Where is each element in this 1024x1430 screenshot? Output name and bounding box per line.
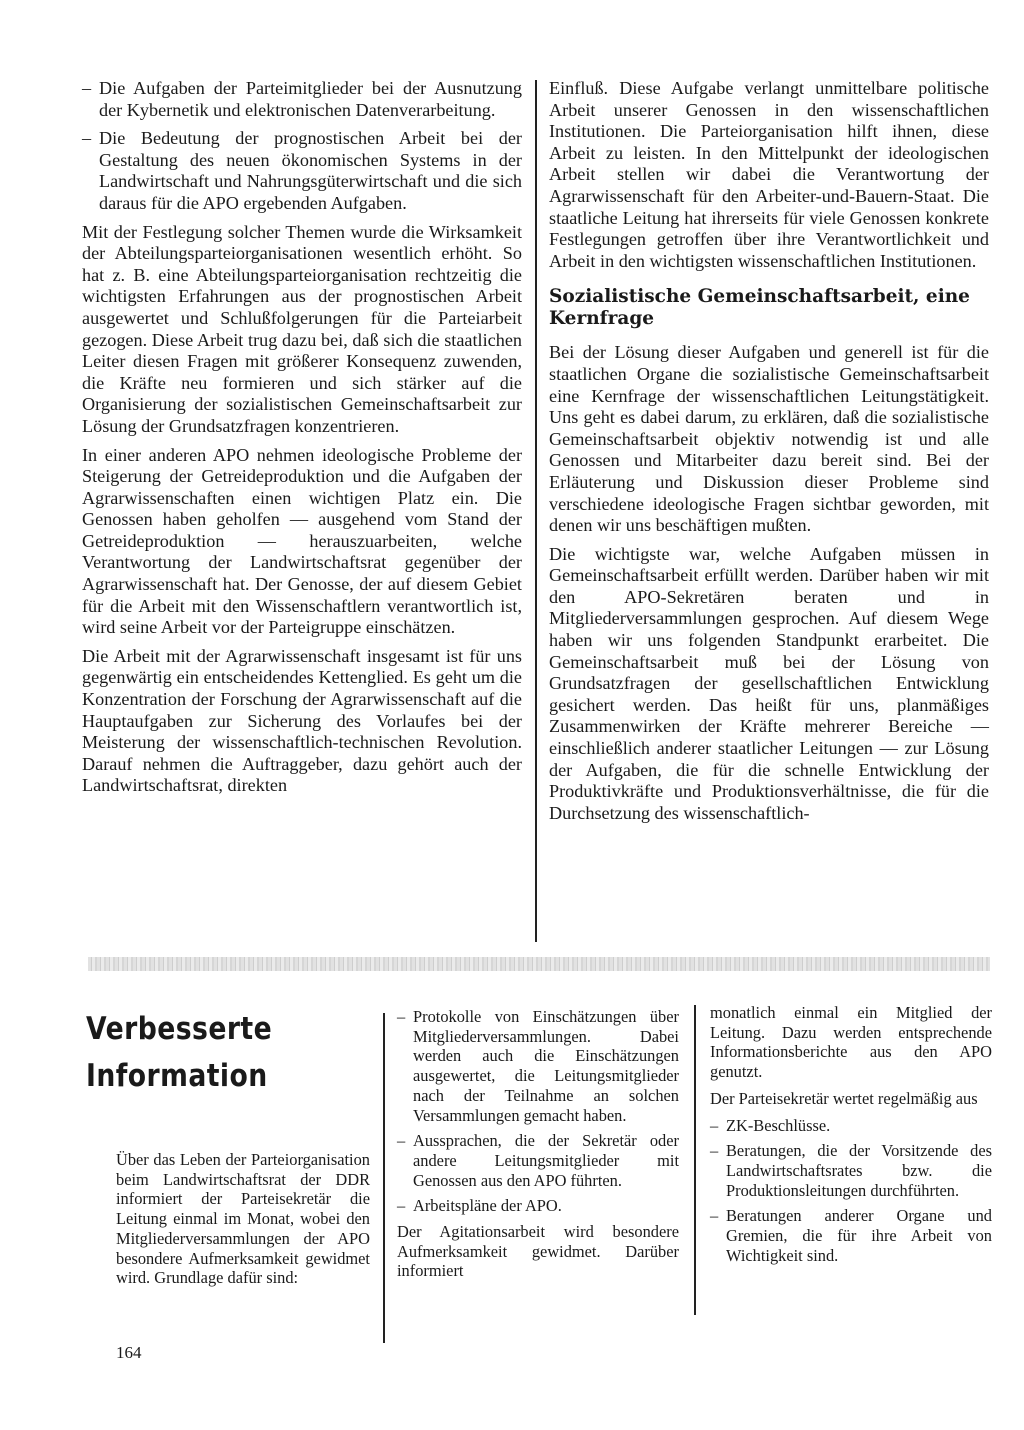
list-item — [82, 128, 522, 214]
dash-marker: – — [710, 1115, 719, 1135]
box-column-1 — [116, 1150, 370, 1295]
box-column-2 — [397, 1007, 679, 1288]
box-column-3 — [710, 1003, 992, 1271]
bullet-text: Protokolle von Einschätzungen über Mitgliederversammlungen. Dabei werden auch die Einschätzungen ausgewertet, die Leitungsmitglieder nach der Teilnahme an solchen Versammlungen gemacht haben. — [413, 1007, 679, 1125]
headline-line: Verbesserte — [86, 1011, 273, 1047]
body-paragraph: Der Agitationsarbeit wird besondere Aufmerksamkeit gewidmet. Darüber informiert — [397, 1222, 679, 1281]
bullet-text: Aussprachen, die der Sekretär oder andere Leitungsmitglieder mit Genossen aus den APO führten. — [413, 1131, 679, 1190]
body-paragraph: Über das Leben der Parteiorganisation beim Landwirtschaftsrat der DDR informiert der Parteisekretär die Leitung einmal im Monat, wobei den Mitgliederversammlungen der APO besondere Aufmerksamkeit gewidmet wird. Grundlage dafür sind: — [116, 1150, 370, 1288]
body-paragraph: Die wichtigste war, welche Aufgaben müssen in Gemeinschaftsarbeit erfüllt werden. Darüber haben wir mit den APO-Sekretären beraten und in Mitgliederversammlungen gesprochen. Auf diesem Wege haben wir uns folgenden Standpunkt erarbeitet. Die Gemeinschaftsarbeit muß bei der Lösung von Grundsatzfragen der gesellschaftlichen Entwicklung gesichert werden. Das heißt für uns, planmäßiges Zusammenwirken der Kräfte mehrerer Bereiche — einschließlich anderer staatlicher Leitungen — zur Lösung der Aufgaben, die für die schnelle Entwicklung der Produktivkräfte und Produktionsverhältnisse, die für die Durchsetzung des wissenschaftlich- — [549, 543, 989, 823]
dash-marker: – — [82, 128, 92, 149]
body-paragraph: Einfluß. Diese Aufgabe verlangt unmittelbare politische Arbeit unserer Genossen in den wissenschaftlichen Institutionen. Die Parteiorganisation hilft ihnen, diese Arbeit zu leisten. In den Mittelpunkt der ideologischen Arbeit stellen wir dabei die Verantwortung der Agrarwissenschaft für den Arbeiter-und-Bauern-Staat. Die staatliche Leitung hat ihrerseits für viele Genossen konkrete Festlegungen getroffen über ihre Verantwortlichkeit und Arbeit in den wichtigsten wissenschaftlichen Institutionen. — [549, 78, 989, 271]
article-headline — [86, 1006, 327, 1100]
list-item — [397, 1007, 679, 1125]
column-divider — [383, 1013, 385, 1343]
list-item — [397, 1196, 679, 1216]
dash-marker: – — [397, 1131, 406, 1151]
body-paragraph: In einer anderen APO nehmen ideologische Probleme der Steigerung der Getreideproduktion und die Aufgaben der Agrarwissenschaften einen wichtigen Platz ein. Die Genossen haben geholfen — ausgehend vom Stand der Getreideproduktion — herauszuarbeiten, welche Verantwortung der Landwirtschaftsrat gegenüber der Agrarwissenschaft hat. Der Genosse, der auf diesem Gebiet für die Arbeit mit den Wissenschaftlern verantwortlich ist, wird seine Arbeit vor der Parteigruppe einschätzen. — [82, 444, 522, 638]
body-paragraph: monatlich einmal ein Mitglied der Leitung. Dazu werden entsprechende Informationsberichte aus den APO genutzt. — [710, 1003, 992, 1082]
bullet-text: Beratungen anderer Organe und Gremien, die für ihre Arbeit von Wichtigkeit sind. — [726, 1206, 992, 1265]
list-item — [710, 1141, 992, 1200]
body-paragraph: Mit der Festlegung solcher Themen wurde die Wirksamkeit der Abteilungsparteiorganisationen wesentlich erhöht. So hat z. B. eine Abteilungsparteiorganisation rechtzeitig die wichtigsten Erfahrungen aus der prognostischen Arbeit ausgewertet und Schlußfolgerungen für die Parteiarbeit gezogen. Diese Arbeit trug dazu bei, daß sich die staatlichen Leiter diesen Fragen mit größerer Konsequenz zuwenden, die Kräfte neu formieren und sich stärker auf die Organisierung der sozialistischen Gemeinschaftsarbeit zur Lösung der Grundsatzfragen konzentrieren. — [82, 221, 522, 436]
separator-band — [88, 957, 990, 971]
body-paragraph: Die Arbeit mit der Agrarwissenschaft insgesamt ist für uns gegenwärtig ein entscheidendes Kettenglied. Es geht um die Konzentration der Forschung der Agrarwissenschaft auf die Hauptaufgaben zur Sicherung des Vorlaufes bei der Meisterung der wissenschaftlich-technischen Revolution. Darauf nehmen die Auftraggeber, dazu gehört auch der Landwirtschaftsrat, direkten — [82, 645, 522, 796]
column-divider — [535, 80, 537, 942]
body-paragraph: Der Parteisekretär wertet regelmäßig aus — [710, 1088, 978, 1108]
bullet-text: Beratungen, die der Vorsitzende des Landwirtschaftsrates bzw. die Produktionsleitungen durchführten. — [726, 1141, 992, 1200]
column-divider — [694, 1005, 696, 1315]
dash-marker: – — [397, 1196, 406, 1216]
headline-line: Information — [86, 1058, 268, 1094]
dash-marker: – — [397, 1007, 406, 1026]
bullet-text: Arbeitspläne der APO. — [413, 1196, 562, 1216]
bullet-text: Die Bedeutung der prognostischen Arbeit bei der Gestaltung des neuen ökonomischen Systems in der Landwirtschaft und Nahrungsgüterwirtschaft und die sich daraus für die APO ergebenden Aufgaben. — [99, 128, 522, 213]
list-item — [397, 1131, 679, 1190]
body-paragraph: Bei der Lösung dieser Aufgaben und generell ist für die staatlichen Organe die sozialistische Gemeinschaftsarbeit eine Kernfrage der wissenschaftlichen Leitungstätigkeit. Uns geht es dabei darum, zu erklären, daß die sozialistische Gemeinschaftsarbeit objektiv notwendig ist und alle Genossen und Mitarbeiter dazu bereit sind. Bei der Erläuterung und Diskussion dieser Probleme sind verschiedene ideologische Fragen sichtbar geworden, mit denen wir uns beschäftigen mußten. — [549, 342, 989, 536]
list-item — [710, 1116, 992, 1136]
bullet-text: Die Aufgaben der Parteimitglieder bei der Ausnutzung der Kybernetik und elektronischen Datenverarbeitung. — [99, 78, 522, 120]
dash-marker: – — [710, 1141, 719, 1161]
list-item — [82, 78, 522, 121]
bullet-text: ZK-Beschlüsse. — [726, 1115, 831, 1135]
section-heading: Sozialistische Gemeinschaftsarbeit, eine Kernfrage — [549, 286, 970, 330]
top-column-left — [82, 78, 522, 804]
list-item — [710, 1206, 992, 1265]
top-column-right — [549, 78, 989, 831]
page-number: 164 — [116, 1343, 142, 1362]
dash-marker: – — [710, 1206, 719, 1226]
dash-marker: – — [82, 78, 92, 98]
